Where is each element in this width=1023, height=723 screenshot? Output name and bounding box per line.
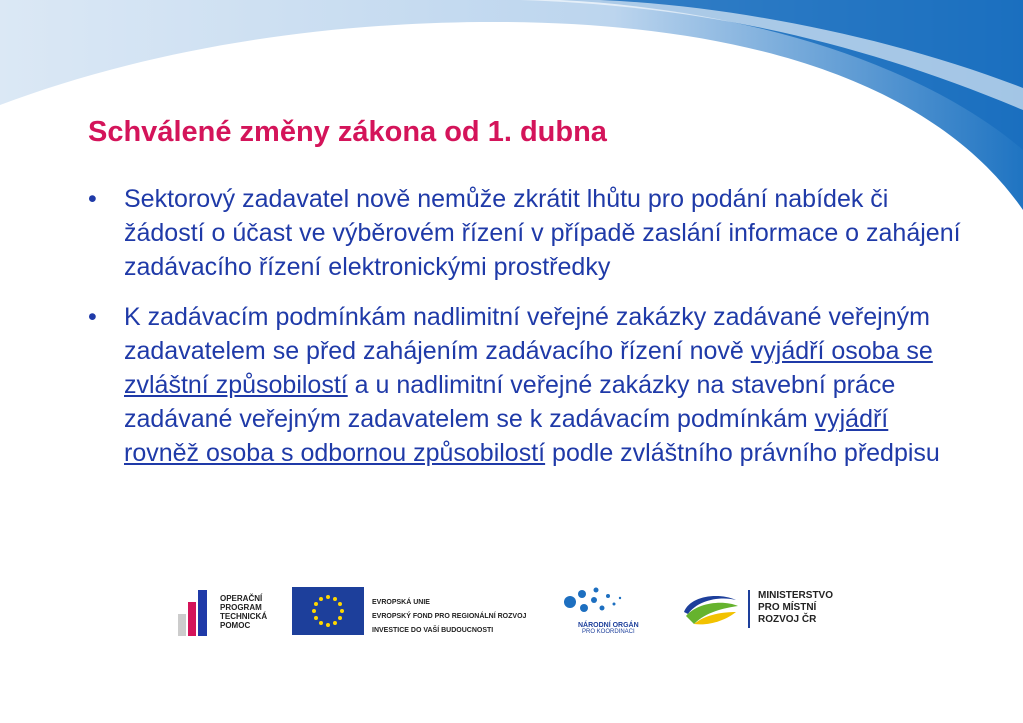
slide-content (88, 182, 968, 486)
mmr-logo-text: MINISTERSTVO PRO MÍSTNÍ ROZVOJ ČR (758, 590, 834, 625)
bullet-text: Sektorový zadavatel nově nemůže zkrátit lhůtu pro podání nabídek či žádostí o účast ve výběrovém řízení v případě zaslání informace o zahájení zadávacího řízení elektronickými prostředky (124, 185, 961, 281)
eu-logo-text: EVROPSKÁ UNIE EVROPSKÝ FOND PRO REGIONÁLNÍ ROZVOJ INVESTICE DO VAŠÍ BUDOUCNOSTI (372, 599, 527, 634)
bullet-item (88, 300, 968, 470)
underlined-phrase: vyjádří osoba se zvláštní způsobilostí (124, 337, 933, 399)
optp-logo-text: OPERAČNÍ PROGRAM TECHNICKÁ POMOC (220, 594, 268, 630)
nok-logo-text: NÁRODNÍ ORGÁN PRO KOORDINACI (578, 622, 639, 635)
bullet-text-part: a u nadlimitní veřejné zakázky na stavební práce zadávané veřejným zadavatelem se k zadávacím podmínkám (124, 371, 896, 433)
bullet-text-part: K zadávacím podmínkám nadlimitní veřejné zakázky zadávané veřejným zadavatelem se před zahájením zadávacího řízení nově (124, 303, 930, 365)
bullet-marker: • (88, 303, 97, 331)
optp-logo-icon (176, 586, 218, 636)
slide-title: Schválené změny zákona od 1. dubna (88, 116, 607, 148)
bullet-text (124, 300, 968, 470)
underlined-phrase: vyjádří rovněž osoba s odbornou způsobilostí (124, 405, 889, 467)
footer-logos (0, 580, 1023, 640)
nok-logo-icon (562, 584, 628, 620)
eu-flag-icon (292, 587, 364, 635)
bullet-text-part: podle zvláštního právního předpisu (545, 439, 940, 467)
mmr-divider (748, 590, 750, 628)
bullet-marker: • (88, 185, 97, 213)
mmr-logo-icon (680, 590, 742, 630)
bullet-item (88, 182, 968, 284)
